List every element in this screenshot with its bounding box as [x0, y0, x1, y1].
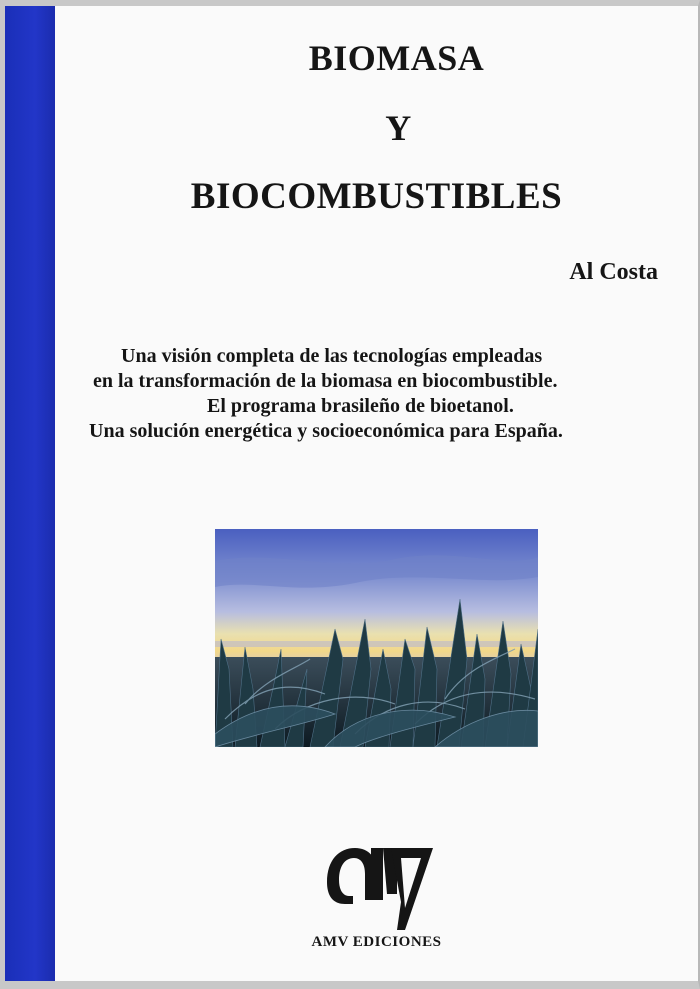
cover-spine-stripe: [5, 6, 55, 981]
title-line-3: BIOCOMBUSTIBLES: [190, 176, 563, 217]
blurb-line: Una solución energética y socioeconómica para España.: [89, 420, 563, 442]
publisher-name: AMV EDICIONES: [311, 934, 442, 950]
amv-publisher-logo: [325, 842, 435, 932]
cornfield-photo: [215, 529, 538, 747]
book-cover: [55, 6, 698, 981]
title-line-2: Y: [385, 108, 412, 148]
blurb-line: en la transformación de la biomasa en biocombustible.: [93, 370, 558, 392]
author-name: Al Costa: [569, 259, 658, 285]
blurb-line: Una visión completa de las tecnologías empleadas: [121, 345, 543, 367]
title-line-1: BIOMASA: [308, 38, 485, 78]
blurb-line: El programa brasileño de bioetanol.: [207, 395, 514, 417]
